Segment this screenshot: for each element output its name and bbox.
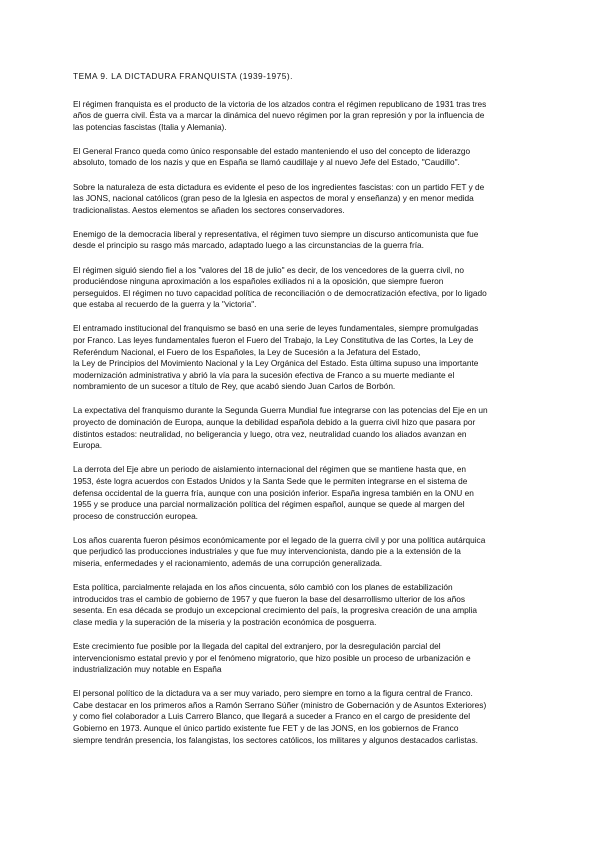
document-body	[73, 71, 533, 759]
paragraph-anticomunismo: Enemigo de la democracia liberal y representativa, el régimen tuvo siempre un discurso anticomunista que fue desde el principio su rasgo más marcado, adaptado luego a las circunstancias de la guerra fría.	[73, 228, 479, 251]
paragraph-segunda-guerra-mundial: La expectativa del franquismo durante la Segunda Guerra Mundial fue integrarse con las potencias del Eje en un proyecto de dominación de Europa, aunque la debilidad española debido a la guerra civil hizo que pasara por distintos estados: neutralidad, no beligerancia y luego, otra vez, neutralidad cuando los aliados avanzan en Europa.	[73, 405, 488, 451]
paragraph-origen-regimen: El régimen franquista es el producto de la victoria de los alzados contra el régimen republicano de 1931 tras tres años de guerra civil. Ésta va a marcar la dinámica del nuevo régimen por la gran represión y por la influencia de las potencias fascistas (Italia y Alemania).	[73, 98, 487, 132]
paragraph-planes-estabilizacion: Esta política, parcialmente relajada en los años cincuenta, sólo cambió con los planes de estabilización introducidos tras el cambio de gobierno de 1957 y que fueron la base del desarrollismo ulterior de los años sesenta. En esa década se produjo un excepcional crecimiento del país, la progresiva creación de una amplia clase media y la superación de la miseria y la postración económica de posguerra.	[73, 582, 478, 627]
document-title: TEMA 9. LA DICTADURA FRANQUISTA (1939-1975).	[73, 71, 293, 81]
paragraph-caudillaje: El General Franco queda como único responsable del estado manteniendo el uso del concepto de liderazgo absoluto, tomado de los nazis y que en España se llamó caudillaje y al nuevo Jefe del Estado, "Caudillo".	[73, 145, 471, 168]
paragraph-naturaleza-dictadura: Sobre la naturaleza de esta dictadura es evidente el peso de los ingredientes fascistas: con un partido FET y de las JONS, nacional católicos (gran peso de la Iglesia en aspectos de moral y enseñanza) y en menor medida tradicionalistas. Aestos elementos se añaden los sectores conservadores.	[73, 181, 485, 215]
paragraph-personal-politico: El personal político de la dictadura va a ser muy variado, pero siempre en torno a la figura central de Franco. Cabe destacar en los primeros años a Ramón Serrano Súñer (ministro de Gobernación y de Asuntos Exteriores) y como fiel colaborador a Luis Carrero Blanco, que llegará a suceder a Franco en el cargo de presidente del Gobierno en 1973. Aunque el único partido existente fue FET y de las JONS, en los gobiernos de Franco siempre tendrán presencia, los falangistas, los sectores católicos, los militares y algunos destacados carlistas.	[73, 688, 487, 745]
paragraph-valores-18-julio: El régimen siguió siendo fiel a los "valores del 18 de julio" es decir, de los vencedores de la guerra civil, no produciéndose ninguna aproximación a los españoles exiliados ni a la oposición, que siempre fueron perseguidos. El régimen no tuvo capacidad política de reconciliación o de democratización efectiva, por lo ligado que estaba al recuerdo de la guerra y la "victoria".	[73, 264, 487, 310]
paragraph-autarquia: Los años cuarenta fueron pésimos económicamente por el legado de la guerra civil y por una política autárquica que perjudicó las producciones industriales y que fue muy intervencionista, dando pie a la extensión de la miseria, enfermedades y el racionamiento, además de una corrupción generalizada.	[73, 534, 486, 568]
paragraph-crecimiento: Este crecimiento fue posible por la llegada del capital del extranjero, por la desregulación parcial del intervencionismo estatal previo y por el fenómeno migratorio, que hizo posible un proceso de urbanización e industrialización muy notable en España	[73, 640, 471, 675]
paragraph-leyes-fundamentales: El entramado institucional del franquismo se basó en una serie de leyes fundamentales, siempre promulgadas por Franco. Las leyes fundamentales fueron el Fuero del Trabajo, la Ley Constitutiva de las Cortes, la Ley de Referéndum Nacional, el Fuero de los Españoles, la Ley de Sucesión a la Jefatura del Estado, la Ley de Principios del Movimiento Nacional y la Ley Orgánica del Estado. Esta última supuso una importante modernización administrativa y abrió la vía para la sucesión efectiva de Franco a su muerte mediante el nombramiento de un sucesor a título de Rey, que acabó siendo Juan Carlos de Borbón.	[73, 323, 479, 392]
paragraph-aislamiento-internacional: La derrota del Eje abre un periodo de aislamiento internacional del régimen que se mantiene hasta que, en 1953, éste logra acuerdos con Estados Unidos y la Santa Sede que le permiten integrarse en el sistema de defensa occidental de la guerra fría, aunque con una posición inferior. España ingresa también en la ONU en 1955 y se produce una parcial normalización política del régimen español, aunque se quede al margen del proceso de construcción europea.	[73, 464, 474, 521]
